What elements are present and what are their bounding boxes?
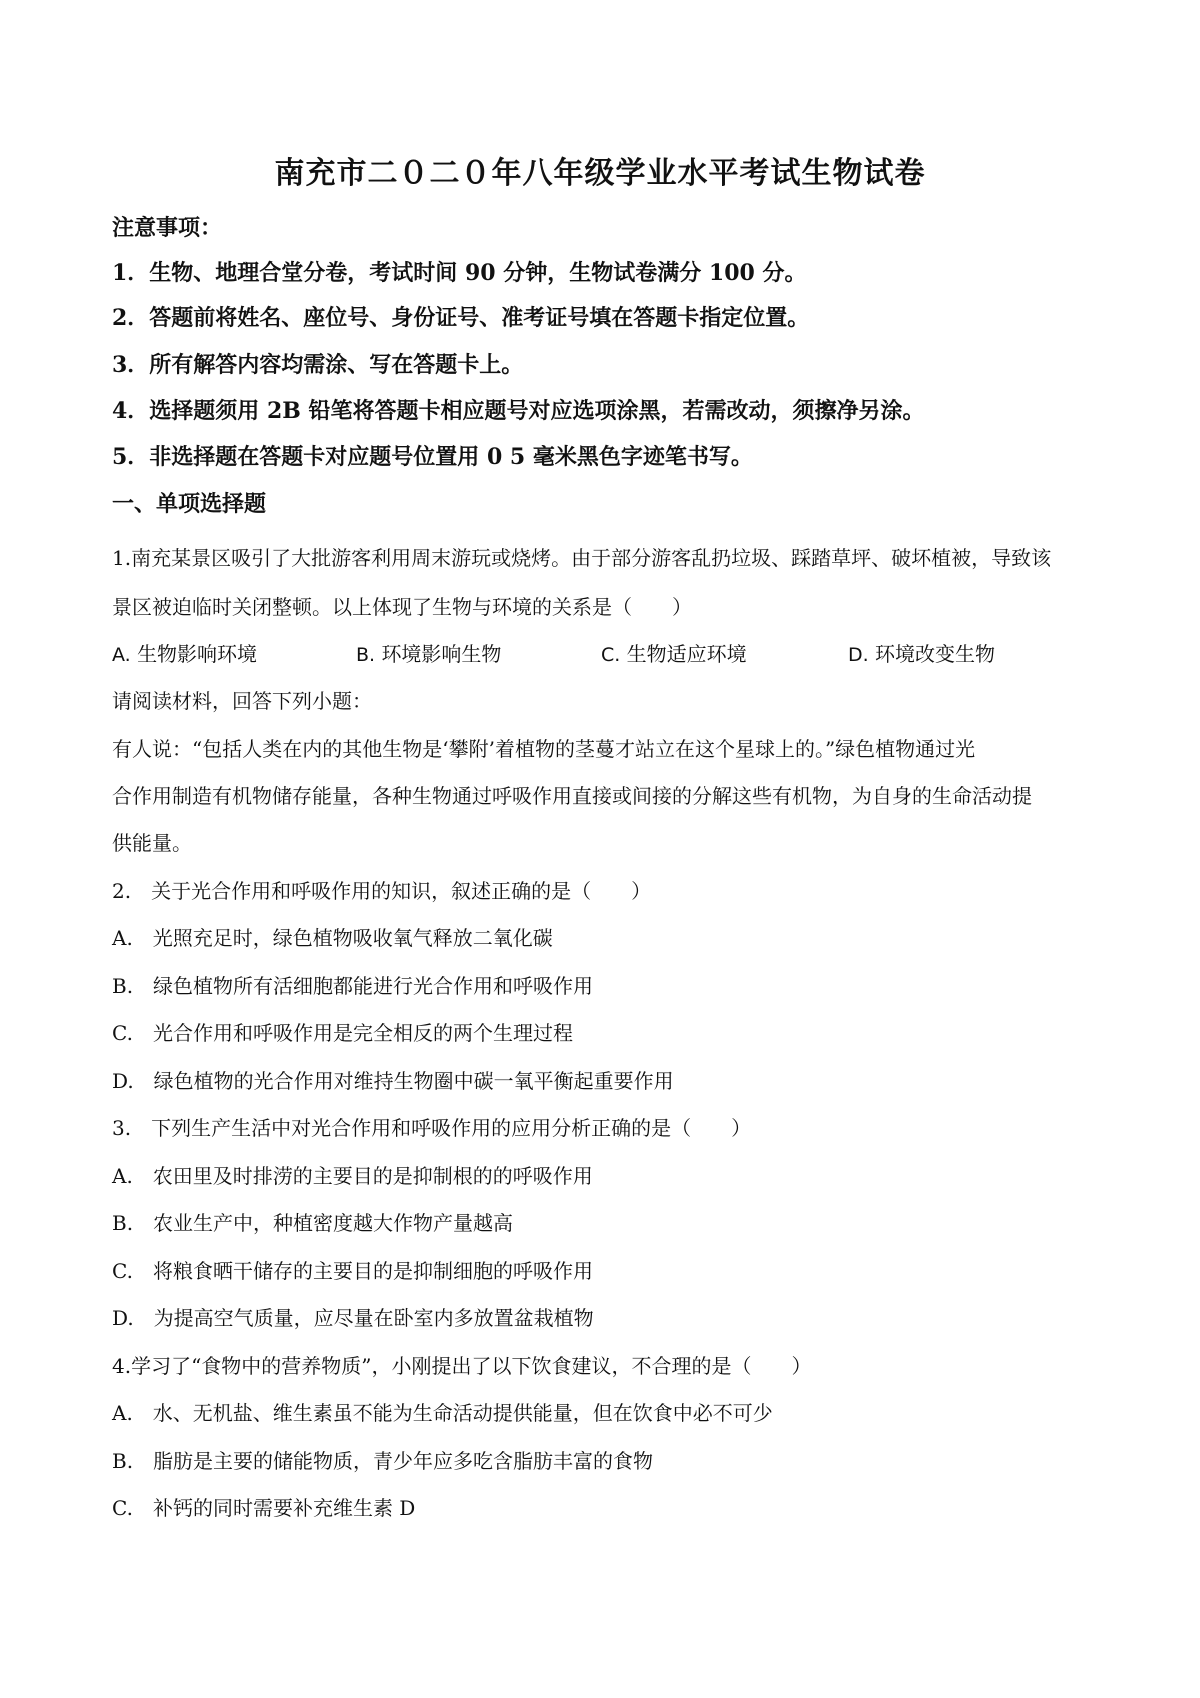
- notice-heading: 注意事项：: [112, 215, 223, 241]
- q4-stem: 4.学习了“食物中的营养物质”，小刚提出了以下饮食建议，不合理的是（ ）: [112, 1354, 812, 1378]
- material-line-1: 有人说：“包括人类在内的其他生物是‘攀附’着植物的茎蔓才站立在这个星球上的。”绿色植物通过光: [112, 737, 976, 761]
- q2-stem: 2. 关于光合作用和呼吸作用的知识，叙述正确的是（ ）: [112, 879, 652, 903]
- section-heading: 一、单项选择题: [112, 491, 267, 517]
- option-letter: A.: [112, 644, 131, 666]
- notice-item-4: 4．选择题须用 2B 铅笔将答题卡相应题号对应选项涂黑，若需改动，须擦净另涂。: [112, 398, 925, 424]
- q1-stem-line-1: 1.南充某景区吸引了大批游客利用周末游玩或烧烤。由于部分游客乱扔垃圾、踩踏草坪、破坏植被，导致该: [112, 546, 1052, 570]
- q3-option-d: D. 为提高空气质量，应尽量在卧室内多放置盆栽植物: [112, 1306, 594, 1330]
- notice-item-1: 1．生物、地理合堂分卷，考试时间 90 分钟，生物试卷满分 100 分。: [112, 260, 807, 286]
- q3-option-a: A. 农田里及时排涝的主要目的是抑制根的的呼吸作用: [112, 1164, 593, 1188]
- q3-option-c: C. 将粮食晒干储存的主要目的是抑制细胞的呼吸作用: [112, 1259, 593, 1283]
- notice-item-2: 2．答题前将姓名、座位号、身份证号、准考证号填在答题卡指定位置。: [112, 305, 810, 331]
- option-text: 环境影响生物: [381, 642, 502, 666]
- notice-item-5: 5．非选择题在答题卡对应题号位置用 0 5 毫米黑色字迹笔书写。: [112, 444, 753, 470]
- q2-option-a: A. 光照充足时，绿色植物吸收氧气释放二氧化碳: [112, 926, 553, 950]
- q1-option-a: [112, 644, 257, 665]
- q2-option-c: C. 光合作用和呼吸作用是完全相反的两个生理过程: [112, 1021, 573, 1045]
- q1-option-d: [848, 644, 995, 665]
- q1-stem-line-2: 景区被迫临时关闭整顿。以上体现了生物与环境的关系是（ ）: [112, 595, 692, 619]
- q1-option-b: [356, 644, 501, 665]
- q2-option-d: D. 绿色植物的光合作用对维持生物圈中碳一氧平衡起重要作用: [112, 1069, 674, 1093]
- option-text: 生物影响环境: [137, 642, 258, 666]
- q4-option-a: A. 水、无机盐、维生素虽不能为生命活动提供能量，但在饮食中必不可少: [112, 1401, 773, 1425]
- option-letter: B.: [356, 644, 376, 666]
- q3-option-b: B. 农业生产中，种植密度越大作物产量越高: [112, 1211, 514, 1235]
- option-text: 环境改变生物: [875, 642, 996, 666]
- notice-item-3: 3．所有解答内容均需涂、写在答题卡上。: [112, 352, 524, 378]
- q4-option-b: B. 脂肪是主要的储能物质，青少年应多吃含脂肪丰富的食物: [112, 1449, 654, 1473]
- q4-option-c: C. 补钙的同时需要补充维生素 D: [112, 1496, 416, 1520]
- q1-option-c: [601, 644, 747, 665]
- option-letter: C.: [601, 644, 621, 666]
- material-line-3: 供能量。: [112, 831, 192, 855]
- page-title: 南充市二０二０年八年级学业水平考试生物试卷: [274, 156, 926, 191]
- option-letter: D.: [848, 644, 869, 666]
- option-text: 生物适应环境: [626, 642, 747, 666]
- q2-option-b: B. 绿色植物所有活细胞都能进行光合作用和呼吸作用: [112, 974, 594, 998]
- material-line-2: 合作用制造有机物储存能量，各种生物通过呼吸作用直接或间接的分解这些有机物，为自身的生命活动提: [112, 784, 1032, 808]
- q3-stem: 3. 下列生产生活中对光合作用和呼吸作用的应用分析正确的是（ ）: [112, 1116, 752, 1140]
- material-intro: 请阅读材料，回答下列小题：: [112, 689, 372, 713]
